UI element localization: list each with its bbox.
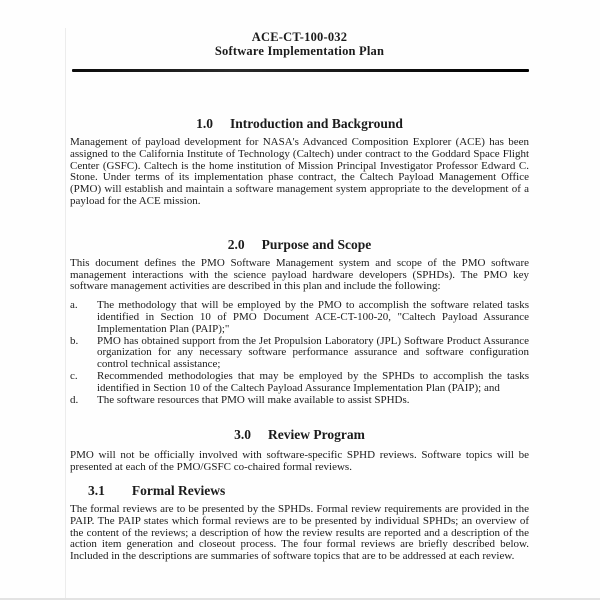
section-2-list xyxy=(70,300,529,406)
list-item-text: The methodology that will be employed by the PMO to accomplish the software related tasks identified in Section 10 of PMO Document ACE-CT-100-20, "Caltech Payload Assurance Implementation Plan (PAIP);" xyxy=(97,299,529,335)
subsection-3-1-heading xyxy=(70,483,529,498)
header-rule xyxy=(72,69,529,72)
section-1-heading xyxy=(70,116,529,131)
list-item-letter: b. xyxy=(70,334,79,347)
section-2-number: 2.0 xyxy=(227,236,245,252)
section-2-heading xyxy=(70,237,529,252)
section-2-title: Purpose and Scope xyxy=(261,236,372,252)
doc-title: Software Implementation Plan xyxy=(214,44,385,58)
section-3-number: 3.0 xyxy=(234,427,252,443)
section-1-number: 1.0 xyxy=(196,116,214,131)
list-item-letter: c. xyxy=(70,369,78,382)
section-2-paragraph: This document defines the PMO Software Management system and scope of the PMO software management interactions with the science payload hardware developers (SPHDs). The PMO key software management activities are described in this plan and include the following: xyxy=(70,256,529,293)
section-3-paragraph: PMO will not be officially involved with software-specific SPHD reviews. Software topics will be presented at each of the PMO/GSFC co-chaired formal reviews. xyxy=(70,449,529,474)
doc-number: ACE-CT-100-032 xyxy=(251,30,348,44)
section-3-title: Review Program xyxy=(268,427,365,443)
section-1-paragraph: Management of payload development for NASA's Advanced Composition Explorer (ACE) has been assigned to the California Institute of Technology (Caltech) under contract to the Goddard Space Flight Center (GSFC). Caltech is the home institution of Mission Principal Investigator Professor Edward C. Stone. Under terms of its implementation phase contract, the Caltech Payload Management Office (PMO) will establish and maintain a software management system appropriate to the development of a payload for the ACE mission. xyxy=(70,136,529,207)
list-item-letter: d. xyxy=(70,393,79,406)
section-1-title: Introduction and Background xyxy=(230,116,403,131)
document-header xyxy=(70,0,529,58)
page-content xyxy=(70,0,529,563)
subsection-3-1-title: Formal Reviews xyxy=(131,482,226,498)
list-item-text: Recommended methodologies that may be employed by the SPHDs to accomplish the tasks identified in Section 10 of the Caltech Payload Assurance Implementation Plan (PAIP); and xyxy=(97,369,529,394)
section-3-heading xyxy=(70,427,529,442)
subsection-3-1-number: 3.1 xyxy=(88,482,105,498)
list-item-text: PMO has obtained support from the Jet Propulsion Laboratory (JPL) Software Product Assurance organization for any necessary software performance assurance and software configuration control technical assistance; xyxy=(97,334,529,371)
subsection-3-1-paragraph: The formal reviews are to be presented by the SPHDs. Formal review requirements are provided in the PAIP. The PAIP states which formal reviews are to be presented by individual SPHDs; an overview of the content of the reviews; a description of how the review results are reported and a description of the action item generation and closeout process. The four formal reviews are briefly described below. Included in the descriptions are summaries of software topics that are to be addressed at each review. xyxy=(70,502,529,563)
list-item-letter: a. xyxy=(70,299,78,312)
page-scan-edge-left xyxy=(65,28,66,600)
list-item-text: The software resources that PMO will make available to assist SPHDs. xyxy=(97,393,410,406)
